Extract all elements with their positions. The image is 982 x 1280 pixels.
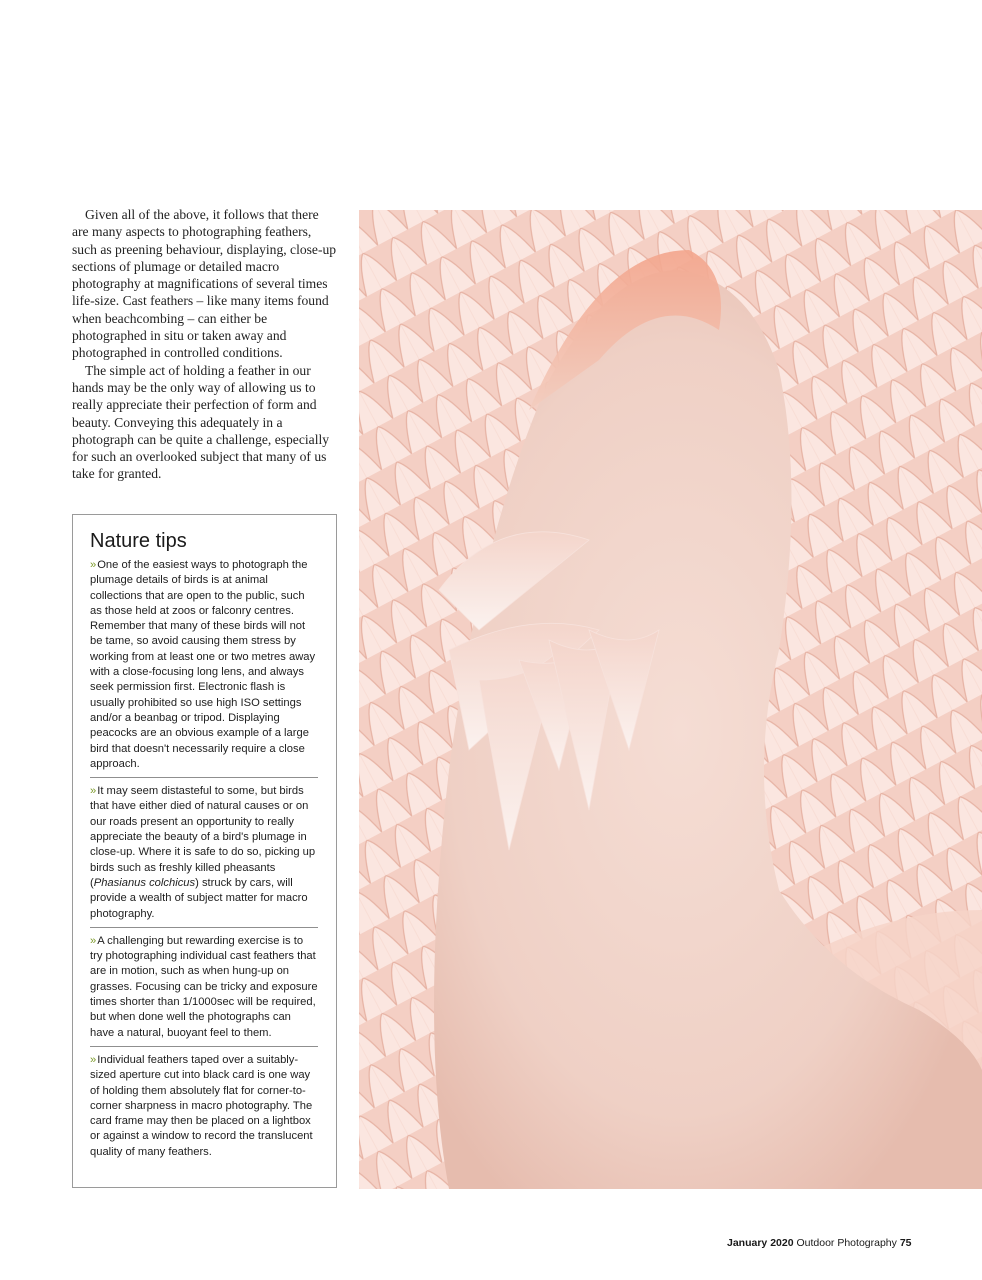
article-paragraph: Given all of the above, it follows that there are many aspects to photographing feathers, such as preening behaviour, displaying, close-up sections of plumage or detailed macro photography at magnifications of several times life-size. Cast feathers – like many items found when beachcombing – can either be photographed in situ or taken away and photographed in controlled conditions. (72, 207, 337, 361)
feather-photo (359, 210, 982, 1189)
tip-item (90, 934, 318, 1046)
tip-divider (90, 927, 318, 928)
feather-illustration (359, 210, 982, 1189)
footer-date: January 2020 (727, 1237, 794, 1249)
tip-item (90, 784, 318, 927)
footer-page-number: 75 (899, 1237, 912, 1249)
nature-tips-box (72, 514, 337, 1188)
chevron-right-icon: » (90, 785, 97, 798)
chevron-right-icon: » (90, 559, 97, 571)
species-name: Phasianus colchicus (93, 876, 196, 889)
tip-divider (90, 1046, 318, 1047)
article-body (72, 206, 338, 483)
tip-text: ) struck by cars, will provide a wealth of subject matter for macro photography. (90, 876, 308, 920)
tips-title: Nature tips (90, 530, 187, 552)
chevron-right-icon: » (90, 934, 97, 947)
tip-text: One of the easiest ways to photograph the plumage details of birds is at animal collections that are open to the public, such as those held at zoos or falconry centres. Remember that many of these birds will not be tame, so avoid causing them stress by working from at least one or two metres away with a close-focusing long lens, and always seek permission first. Electronic flash is usually prohibited so use high ISO settings and/or a beanbag or tripod. Displaying peacocks are an obvious example of a large bird that doesn't necessarily require a close approach. (90, 559, 316, 770)
tip-text: A challenging but rewarding exercise is to try photographing individual cast feathers that are in motion, such as when hung-up on grasses. Focusing can be tricky and exposure times shorter than 1/1000sec will be required, but when done well the photographs can have a natural, buoyant feel to them. (90, 934, 318, 1039)
article-paragraph: The simple act of holding a feather in our hands may be the only way of allowing us to really appreciate their perfection of form and beauty. Conveying this adequately in a photograph can be quite a challenge, especially for such an overlooked subject that many of us take for granted. (72, 362, 330, 482)
page-footer (727, 1237, 912, 1249)
tip-text: Individual feathers taped over a suitably-sized aperture cut into black card is one way of holding them absolutely flat for corner-to-corner sharpness in macro photography. The card frame may then be placed on a lightbox or against a window to record the translucent quality of many feathers. (90, 1053, 313, 1158)
tip-text: It may seem distasteful to some, but birds that have either died of natural causes or on our roads present an opportunity to really appreciate the beauty of a bird's plumage in close-up. Where it is safe to do so, picking up birds such as freshly killed pheasants ( (90, 785, 316, 889)
tip-item (90, 1053, 318, 1165)
footer-magazine: Outdoor Photography (796, 1237, 897, 1249)
tip-divider (90, 777, 318, 778)
tip-item (90, 558, 318, 777)
chevron-right-icon: » (90, 1053, 97, 1066)
